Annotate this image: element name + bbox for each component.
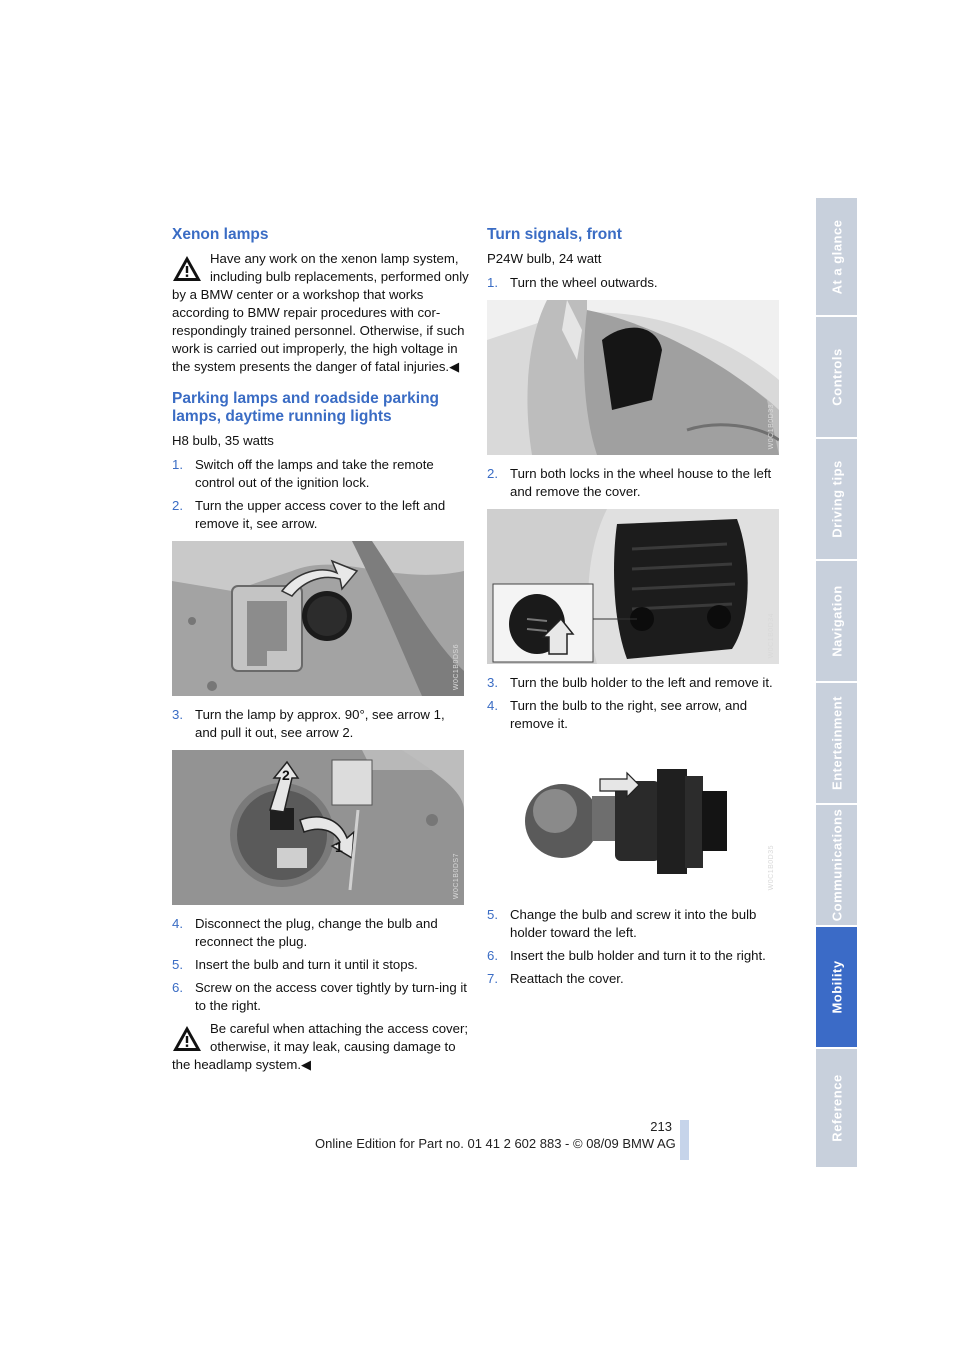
cover-warning xyxy=(172,1020,470,1074)
wheel-outward-photo xyxy=(487,300,779,455)
wheel-house-cover-photo xyxy=(487,509,779,664)
step-number: 2. xyxy=(172,498,183,513)
step-text: Turn the bulb holder to the left and remove it. xyxy=(510,675,773,690)
step-number: 7. xyxy=(487,971,498,986)
step-7 xyxy=(487,970,785,988)
page-number: 213 xyxy=(650,1119,672,1134)
xenon-warning xyxy=(172,250,470,376)
tab-at-a-glance[interactable] xyxy=(816,198,857,317)
tab-label: Reference xyxy=(829,1074,844,1142)
turn-bulb: P24W bulb, 24 watt xyxy=(487,251,602,266)
tab-entertainment[interactable] xyxy=(816,683,857,805)
step-number: 6. xyxy=(487,948,498,963)
tab-navigation[interactable] xyxy=(816,561,857,683)
step-text: Turn both locks in the wheel house to the left and remove the cover. xyxy=(510,466,772,499)
step-5 xyxy=(172,956,470,974)
xenon-warning-text: Have any work on the xenon lamp system, including bulb replacements, performed only by a BMW center or a workshop that works according to BMW repair procedures with cor-respondingly trained personnel. Otherwise, if such work is carried out improperly, the high voltage in the system presents the danger of fatal injuries.◀ xyxy=(172,251,469,374)
svg-text:2: 2 xyxy=(282,767,290,783)
access-cover-illustration xyxy=(172,541,464,696)
step-text: Turn the upper access cover to the left and remove it, see arrow. xyxy=(195,498,446,531)
step-2 xyxy=(487,465,785,501)
tab-driving-tips[interactable] xyxy=(816,439,857,561)
image-code: W0C1B0D34 xyxy=(768,612,775,658)
step-text: Switch off the lamps and take the remote control out of the ignition lock. xyxy=(195,457,434,490)
image-code: W0C1B0D33 xyxy=(768,403,775,449)
wheel-house-illustration xyxy=(487,300,779,455)
tab-label: Driving tips xyxy=(829,460,844,538)
cover-locks-illustration xyxy=(487,509,779,664)
step-4 xyxy=(172,915,470,951)
tab-label: Communications xyxy=(829,808,844,922)
step-text: Turn the wheel outwards. xyxy=(510,275,658,290)
step-text: Turn the lamp by approx. 90°, see arrow 1, and pull it out, see arrow 2. xyxy=(195,707,445,740)
step-text: Change the bulb and screw it into the bulb holder toward the left. xyxy=(510,907,757,940)
footer-text: Online Edition for Part no. 01 41 2 602 883 - © 08/09 BMW AG xyxy=(315,1136,676,1151)
image-code: W0C1B0D35 xyxy=(768,844,775,890)
step-6 xyxy=(172,979,470,1015)
step-text: Turn the bulb to the right, see arrow, and remove it. xyxy=(510,698,748,731)
image-code: W0C1B0DS6 xyxy=(453,643,460,690)
step-number: 4. xyxy=(487,698,498,713)
warning-icon xyxy=(172,1024,202,1052)
step-number: 5. xyxy=(172,957,183,972)
tab-label: At a glance xyxy=(829,219,844,294)
step-number: 2. xyxy=(487,466,498,481)
page-marker-bar xyxy=(680,1120,689,1160)
xenon-heading: Xenon lamps xyxy=(172,226,269,243)
parking-bulb: H8 bulb, 35 watts xyxy=(172,433,274,448)
step-text: Screw on the access cover tightly by turn-ing it to the right. xyxy=(195,980,467,1013)
parking-heading: Parking lamps and roadside parking lamps, daytime running lights xyxy=(172,390,440,425)
step-number: 3. xyxy=(172,707,183,722)
image-code: W0C1B0DS7 xyxy=(453,852,460,899)
step-4 xyxy=(487,697,785,733)
svg-text:1: 1 xyxy=(335,839,343,855)
step-number: 1. xyxy=(487,275,498,290)
step-number: 4. xyxy=(172,916,183,931)
tab-label: Navigation xyxy=(829,585,844,657)
step-text: Insert the bulb and turn it until it stops. xyxy=(195,957,418,972)
parking-lamp-access-cover-photo xyxy=(172,541,464,696)
chapter-sidebar xyxy=(816,198,857,1169)
tab-label: Mobility xyxy=(829,960,844,1014)
warning-icon xyxy=(172,254,202,282)
step-text: Reattach the cover. xyxy=(510,971,624,986)
step-1 xyxy=(487,274,785,292)
step-3 xyxy=(172,706,470,742)
step-2 xyxy=(172,497,470,533)
step-text: Insert the bulb holder and turn it to the right. xyxy=(510,948,766,963)
step-6 xyxy=(487,947,785,965)
step-number: 1. xyxy=(172,457,183,472)
tab-label: Controls xyxy=(829,348,844,406)
step-3 xyxy=(487,674,785,692)
step-1 xyxy=(172,456,470,492)
lamp-removal-illustration xyxy=(172,750,464,905)
left-column xyxy=(172,226,470,1080)
tab-mobility[interactable] xyxy=(816,927,857,1049)
bulb-holder-illustration xyxy=(487,741,779,896)
cover-warning-text: Be careful when attaching the access cover; otherwise, it may leak, causing damage to the headlamp system.◀ xyxy=(172,1021,469,1072)
step-text: Disconnect the plug, change the bulb and reconnect the plug. xyxy=(195,916,438,949)
tab-controls[interactable] xyxy=(816,317,857,439)
step-number: 6. xyxy=(172,980,183,995)
tab-communications[interactable] xyxy=(816,805,857,927)
turn-signals-heading: Turn signals, front xyxy=(487,226,622,243)
lamp-removal-photo xyxy=(172,750,464,905)
step-number: 5. xyxy=(487,907,498,922)
step-5 xyxy=(487,906,785,942)
tab-reference[interactable] xyxy=(816,1049,857,1169)
right-column xyxy=(487,226,785,993)
bulb-holder-photo xyxy=(487,741,779,896)
tab-label: Entertainment xyxy=(829,696,844,790)
step-number: 3. xyxy=(487,675,498,690)
